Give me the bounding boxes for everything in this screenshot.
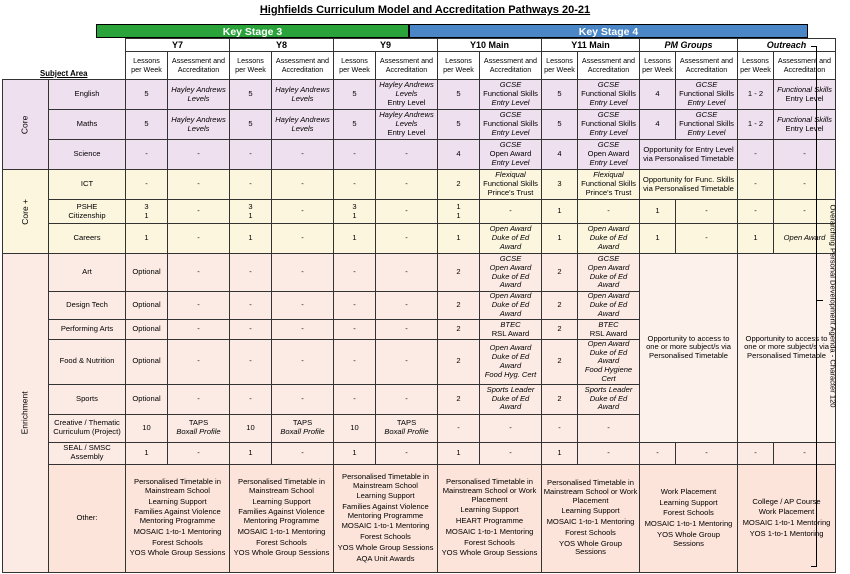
cell: - — [542, 414, 578, 442]
cell: GCSE Functional Skills Entry Level — [578, 80, 640, 110]
cell: - — [334, 384, 376, 414]
subject-careers: Careers — [49, 224, 126, 254]
table-row — [3, 442, 836, 464]
cell: - — [334, 340, 376, 385]
cell: 2 — [542, 254, 578, 292]
lessons-header: Lessons per Week — [334, 52, 376, 80]
cell: - — [676, 442, 738, 464]
subject-seal-smsc: SEAL / SMSC Assembly — [49, 442, 126, 464]
assessment-header: Assessment and Accreditation — [676, 52, 738, 80]
cell: - — [578, 200, 640, 224]
cell: - — [738, 200, 774, 224]
subject-english: English — [49, 80, 126, 110]
cell: - — [738, 442, 774, 464]
cell: BTEC RSL Award — [578, 320, 640, 340]
cell: 1 — [438, 224, 480, 254]
side-bracket-tick — [817, 300, 823, 301]
cell: Optional — [126, 292, 168, 320]
cell: 10 — [126, 414, 168, 442]
cell: 5 — [542, 110, 578, 140]
cell: 1 1 — [438, 200, 480, 224]
cell: 4 — [640, 110, 676, 140]
table-row — [3, 200, 836, 224]
cell: GCSE Functional Skills Entry Level — [676, 80, 738, 110]
cell: - — [126, 170, 168, 200]
cell: GCSE Functional Skills Entry Level — [480, 80, 542, 110]
cell: 1 — [738, 224, 774, 254]
cell: - — [126, 140, 168, 170]
cell: - — [230, 292, 272, 320]
cell: Flexiqual Functional Skills Prince's Trust — [480, 170, 542, 200]
cell: 1 — [438, 442, 480, 464]
cell: Hayley Andrews Levels — [168, 110, 230, 140]
table-row — [3, 224, 836, 254]
cell: - — [376, 254, 438, 292]
cell: 2 — [542, 340, 578, 385]
cell: - — [168, 200, 230, 224]
cell: Open Award Duke of Ed Award Food Hyg. Cert — [480, 340, 542, 385]
other-outreach: College / AP Course Work Placement MOSAIC 1-to-1 Mentoring YOS 1-to-1 Mentoring — [738, 464, 836, 572]
band-core: Core — [3, 80, 49, 170]
cell: 5 — [438, 80, 480, 110]
cell: - — [168, 224, 230, 254]
cell: Hayley Andrews Levels — [272, 80, 334, 110]
cell: 2 — [438, 384, 480, 414]
cell: 5 — [230, 80, 272, 110]
cell: - — [230, 340, 272, 385]
table-row — [3, 110, 836, 140]
cell: - — [272, 170, 334, 200]
table-row — [3, 254, 836, 292]
cell: - — [168, 170, 230, 200]
cell: - — [334, 140, 376, 170]
cell: - — [272, 442, 334, 464]
cell: Optional — [126, 254, 168, 292]
cell: 3 1 — [230, 200, 272, 224]
other-y8: Personalised Timetable in Mainstream School Learning Support Families Against Violence Mentoring Programme MOSAIC 1-to-1 Mentoring Forest Schools YOS Whole Group Sessions — [230, 464, 334, 572]
cell: 10 — [334, 414, 376, 442]
cell: - — [774, 200, 836, 224]
band-core-plus: Core + — [3, 170, 49, 254]
cell: Open Award Duke of Ed Award — [480, 292, 542, 320]
cell: 5 — [230, 110, 272, 140]
cell: Hayley Andrews Levels — [168, 80, 230, 110]
subject-sports: Sports — [49, 384, 126, 414]
cell: Open Award — [774, 224, 836, 254]
cell: 2 — [438, 320, 480, 340]
lessons-header: Lessons per Week — [126, 52, 168, 80]
cell: - — [272, 140, 334, 170]
cell: 1 — [542, 200, 578, 224]
cell: - — [640, 442, 676, 464]
cell: Flexiqual Functional Skills Prince's Trust — [578, 170, 640, 200]
cell: 2 — [542, 384, 578, 414]
sub-header-row — [3, 52, 836, 80]
other-y9: Personalised Timetable in Mainstream School Learning Support Families Against Violence Mentoring Programme MOSAIC 1-to-1 Mentoring Forest Schools YOS Whole Group Sessions AQA Unit Awards — [334, 464, 438, 572]
cell: GCSE Functional Skills Entry Level — [578, 110, 640, 140]
cell: Functional Skills Entry Level — [774, 80, 836, 110]
cell: - — [230, 254, 272, 292]
cell: - — [376, 170, 438, 200]
cell: - — [272, 340, 334, 385]
cell: - — [334, 292, 376, 320]
col-y10: Y10 Main — [438, 39, 542, 52]
table-row — [3, 80, 836, 110]
subject-performing-arts: Performing Arts — [49, 320, 126, 340]
cell: 1 - 2 — [738, 110, 774, 140]
cell: - — [230, 320, 272, 340]
cell: GCSE Open Award Entry Level — [578, 140, 640, 170]
table-row — [3, 464, 836, 572]
cell: 1 - 2 — [738, 80, 774, 110]
cell: Opportunity for Func. Skills via Personalised Timetable — [640, 170, 738, 200]
cell: 1 — [126, 224, 168, 254]
cell: 3 — [542, 170, 578, 200]
cell: - — [168, 384, 230, 414]
cell: - — [578, 414, 640, 442]
lessons-header: Lessons per Week — [738, 52, 774, 80]
col-y8: Y8 — [230, 39, 334, 52]
lessons-header: Lessons per Week — [542, 52, 578, 80]
cell: 5 — [126, 110, 168, 140]
assessment-header: Assessment and Accreditation — [168, 52, 230, 80]
cell: - — [438, 414, 480, 442]
cell: Hayley Andrews Levels — [272, 110, 334, 140]
assessment-header: Assessment and Accreditation — [774, 52, 836, 80]
cell: GCSE Open Award Duke of Ed Award — [480, 254, 542, 292]
cell: TAPS Boxall Profile — [272, 414, 334, 442]
cell: - — [168, 442, 230, 464]
cell: - — [376, 292, 438, 320]
col-pm-groups: PM Groups — [640, 39, 738, 52]
cell: GCSE Functional Skills Entry Level — [676, 110, 738, 140]
cell: - — [376, 384, 438, 414]
table-row — [3, 140, 836, 170]
curriculum-table — [2, 38, 836, 573]
cell: - — [376, 200, 438, 224]
cell: 1 — [230, 224, 272, 254]
cell: - — [272, 224, 334, 254]
cell: 2 — [438, 170, 480, 200]
cell: Open Award Duke of Ed Award Food Hygiene Cert — [578, 340, 640, 385]
cell: 1 — [640, 200, 676, 224]
cell: - — [230, 140, 272, 170]
subject-maths: Maths — [49, 110, 126, 140]
cell: - — [334, 170, 376, 200]
cell: 5 — [334, 110, 376, 140]
cell: - — [480, 442, 542, 464]
lessons-header: Lessons per Week — [640, 52, 676, 80]
band-enrichment: Enrichment — [3, 254, 49, 573]
cell: 1 — [542, 224, 578, 254]
cell: 1 — [334, 442, 376, 464]
cell: GCSE Functional Skills Entry Level — [480, 110, 542, 140]
cell: 2 — [438, 254, 480, 292]
cell: - — [230, 170, 272, 200]
cell: - — [480, 414, 542, 442]
col-y11: Y11 Main — [542, 39, 640, 52]
cell: - — [168, 292, 230, 320]
subject-art: Art — [49, 254, 126, 292]
cell: Open Award Duke of Ed Award — [578, 292, 640, 320]
cell: 5 — [438, 110, 480, 140]
cell: - — [334, 320, 376, 340]
cell: - — [676, 200, 738, 224]
cell: 1 — [334, 224, 376, 254]
subject-other: Other: — [49, 464, 126, 572]
cell: 10 — [230, 414, 272, 442]
other-y7: Personalised Timetable in Mainstream School Learning Support Families Against Violence Mentoring Programme MOSAIC 1-to-1 Mentoring Forest Schools YOS Whole Group Sessions — [126, 464, 230, 572]
side-label: Overarching Personal Development Agenda - Character 120 — [828, 204, 838, 408]
page-title: Highfields Curriculum Model and Accreditation Pathways 20-21 — [259, 4, 591, 16]
cell: - — [168, 320, 230, 340]
cell: - — [334, 254, 376, 292]
cell: Functional Skills Entry Level — [774, 110, 836, 140]
cell: - — [376, 140, 438, 170]
side-bracket — [811, 46, 817, 567]
cell: 5 — [542, 80, 578, 110]
cell: TAPS Boxall Profile — [168, 414, 230, 442]
cell: 2 — [542, 292, 578, 320]
col-outreach: Outreach — [738, 39, 836, 52]
subject-ict: ICT — [49, 170, 126, 200]
assessment-header: Assessment and Accreditation — [376, 52, 438, 80]
other-pm-groups: Work Placement Learning Support Forest Schools MOSAIC 1-to-1 Mentoring YOS Whole Group Sessions — [640, 464, 738, 572]
cell: Optional — [126, 384, 168, 414]
cell: 3 1 — [334, 200, 376, 224]
cell: - — [578, 442, 640, 464]
outreach-enrichment-opportunity: Opportunity to access to one or more subject/s via Personalised Timetable — [738, 254, 836, 443]
key-stage-4-header: Key Stage 4 — [409, 24, 808, 38]
subject-design-tech: Design Tech — [49, 292, 126, 320]
cell: - — [676, 224, 738, 254]
cell: 2 — [438, 292, 480, 320]
cell: - — [272, 200, 334, 224]
cell: - — [272, 254, 334, 292]
col-y9: Y9 — [334, 39, 438, 52]
cell: GCSE Open Award Entry Level — [480, 140, 542, 170]
cell: - — [738, 170, 774, 200]
cell: - — [230, 384, 272, 414]
cell: BTEC RSL Award — [480, 320, 542, 340]
cell: 1 — [640, 224, 676, 254]
cell: - — [168, 340, 230, 385]
cell: Open Award Duke of Ed Award — [480, 224, 542, 254]
key-stage-3-header: Key Stage 3 — [96, 24, 409, 38]
cell: 4 — [542, 140, 578, 170]
cell: GCSE Open Award Duke of Ed Award — [578, 254, 640, 292]
cell: - — [272, 384, 334, 414]
cell: Sports Leader Duke of Ed Award — [578, 384, 640, 414]
cell: - — [774, 442, 836, 464]
assessment-header: Assessment and Accreditation — [480, 52, 542, 80]
cell: - — [738, 140, 774, 170]
subject-food-nutrition: Food & Nutrition — [49, 340, 126, 385]
cell: 1 — [126, 442, 168, 464]
cell: - — [168, 140, 230, 170]
cell: 3 1 — [126, 200, 168, 224]
lessons-header: Lessons per Week — [230, 52, 272, 80]
cell: Hayley Andrews Levels Entry Level — [376, 80, 438, 110]
assessment-header: Assessment and Accreditation — [578, 52, 640, 80]
cell: - — [272, 320, 334, 340]
assessment-header: Assessment and Accreditation — [272, 52, 334, 80]
cell: Open Award Duke of Ed Award — [578, 224, 640, 254]
cell: 5 — [334, 80, 376, 110]
cell: Sports Leader Duke of Ed Award — [480, 384, 542, 414]
col-y7: Y7 — [126, 39, 230, 52]
cell: 1 — [230, 442, 272, 464]
cell: - — [376, 340, 438, 385]
year-header-row — [3, 39, 836, 52]
cell: Optional — [126, 320, 168, 340]
cell: - — [376, 442, 438, 464]
cell: - — [272, 292, 334, 320]
cell: Hayley Andrews Levels Entry Level — [376, 110, 438, 140]
cell: 4 — [640, 80, 676, 110]
cell: - — [774, 140, 836, 170]
subject-area-label: Subject Area — [40, 69, 88, 79]
cell: Optional — [126, 340, 168, 385]
cell: - — [376, 320, 438, 340]
cell: - — [480, 200, 542, 224]
cell: - — [376, 224, 438, 254]
cell: 4 — [438, 140, 480, 170]
pm-enrichment-opportunity: Opportunity to access to one or more subject/s via Personalised Timetable — [640, 254, 738, 443]
subject-pshe: PSHE Citizenship — [49, 200, 126, 224]
subject-creative-thematic: Creative / Thematic Curriculum (Project) — [49, 414, 126, 442]
cell: - — [774, 170, 836, 200]
cell: - — [168, 254, 230, 292]
lessons-header: Lessons per Week — [438, 52, 480, 80]
cell: 5 — [126, 80, 168, 110]
cell: Opportunity for Entry Level via Personalised Timetable — [640, 140, 738, 170]
cell: 1 — [542, 442, 578, 464]
cell: 2 — [438, 340, 480, 385]
table-row — [3, 170, 836, 200]
cell: 2 — [542, 320, 578, 340]
subject-science: Science — [49, 140, 126, 170]
other-y10: Personalised Timetable in Mainstream School or Work Placement Learning Support HEART Programme MOSAIC 1-to-1 Mentoring Forest Schools YOS Whole Group Sessions — [438, 464, 542, 572]
other-y11: Personalised Timetable in Mainstream School or Work Placement Learning Support MOSAIC 1-to-1 Mentoring Forest Schools YOS Whole Group Sessions — [542, 464, 640, 572]
cell: TAPS Boxall Profile — [376, 414, 438, 442]
